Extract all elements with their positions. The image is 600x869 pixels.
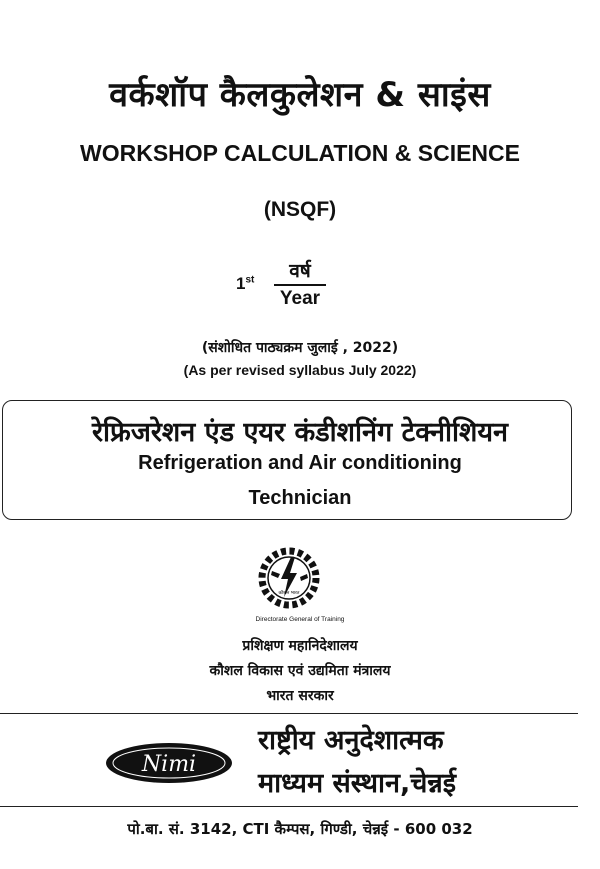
trade-name-hindi: रेफ्रिजरेशन एंड एयर कंडीशनिंग टेक्नीशियन [92, 417, 508, 448]
dgt-emblem-icon [254, 543, 324, 613]
year-block [0, 258, 600, 314]
trade-name-english-line1: Refrigeration and Air conditioning [138, 452, 462, 474]
divider-top [0, 713, 578, 714]
scheme-label: (NSQF) [263, 198, 337, 221]
institute-name-line2: माध्यम संस्थान,चेन्नई [258, 768, 456, 799]
trade-name-english-line2: Technician [248, 487, 352, 509]
emblem-inner-text: कौशल भारत [278, 591, 300, 596]
title-english: WORKSHOP CALCULATION & SCIENCE [80, 140, 520, 166]
org-line-3: भारत सरकार [266, 688, 334, 704]
emblem-caption: Directorate General of Training [255, 616, 345, 623]
institute-name-line1: राष्ट्रीय अनुदेशात्मक [258, 725, 444, 756]
nimi-logo-text: Nimi [141, 752, 197, 777]
title-hindi: वर्कशॉप कैलकुलेशन & साइंस [109, 75, 491, 115]
year-label-hindi: वर्ष [274, 258, 326, 286]
divider-bottom [0, 806, 578, 807]
year-number: 1st [236, 274, 255, 293]
nimi-logo-icon [104, 742, 234, 784]
year-label [274, 258, 326, 312]
syllabus-english: (As per revised syllabus July 2022) [183, 362, 417, 378]
org-line-1: प्रशिक्षण महानिदेशालय [242, 638, 358, 654]
syllabus-hindi: (संशोधित पाठ्यक्रम जुलाई , 2022) [201, 340, 399, 356]
org-line-2: कौशल विकास एवं उद्यमिता मंत्रालय [209, 663, 391, 679]
year-suffix: st [245, 274, 255, 286]
year-label-english: Year [279, 288, 321, 309]
postal-address: पो.बा. सं. 3142, CTI कैम्पस, गिण्डी, चेन्नई - 600 032 [127, 820, 473, 838]
